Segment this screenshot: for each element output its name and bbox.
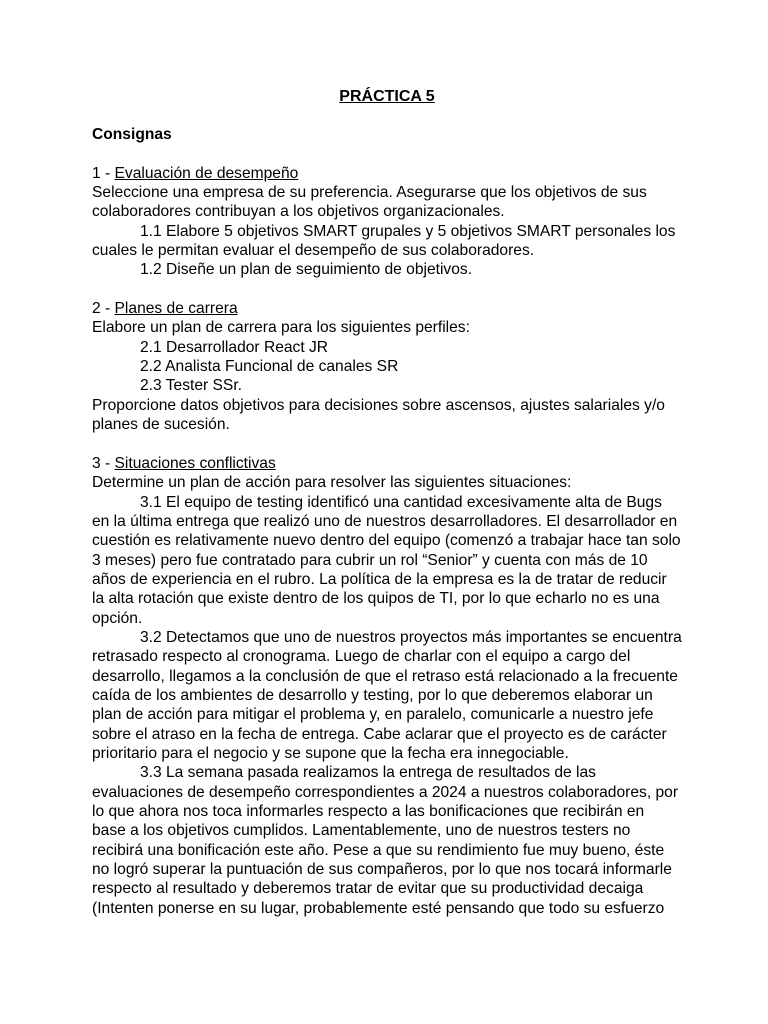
section-3-item-2: 3.2 Detectamos que uno de nuestros proyectos más importantes se encuentra retrasado respecto al cronograma. Luego de charlar con el equipo a cargo del desarrollo, llegamos a la conclusión de que el retraso está relacionado a la frecuente caída de los ambientes de desarrollo y testing, por lo que deberemos elaborar un plan de acción para mitigar el problema y, en paralelo, comunicarle a nuestro jefe sobre el atraso en la fecha de entrega. Cabe aclarar que el proyecto es de carácter prioritario para el negocio y se supone que la fecha era innegociable. bbox=[92, 628, 682, 762]
section-3-title: Situaciones conflictivas bbox=[114, 454, 276, 472]
section-2-title: Planes de carrera bbox=[114, 300, 238, 318]
section-1-intro: Seleccione una empresa de su preferencia. Asegurarse que los objetivos de sus colaboradores contribuyan a los objetivos organizacionales. bbox=[92, 184, 647, 221]
section-1-heading bbox=[92, 164, 682, 183]
section-2-intro: Elabore un plan de carrera para los siguientes perfiles: bbox=[92, 319, 470, 337]
section-2-item-1: 2.1 Desarrollador React JR bbox=[140, 338, 329, 356]
page-title: PRÁCTICA 5 bbox=[339, 88, 435, 105]
section-2-heading bbox=[92, 299, 682, 318]
section-1-number: 1 - bbox=[92, 164, 115, 182]
section-3-intro: Determine un plan de acción para resolver las siguientes situaciones: bbox=[92, 474, 572, 492]
section-1-item-2: 1.2 Diseñe un plan de seguimiento de objetivos. bbox=[140, 261, 473, 279]
section-3-item-3: 3.3 La semana pasada realizamos la entrega de resultados de las evaluaciones de desempeño correspondientes a 2024 a nuestros colaboradores, por lo que ahora nos toca informarles respecto a las bonificaciones que recibirán en base a los objetivos cumplidos. Lamentablemente, uno de nuestros testers no recibirá una bonificación este año. Pese a que su rendimiento fue muy bueno, éste no logró superar la puntuación de sus compañeros, por lo que nos tocará informarle respecto al resultado y deberemos tratar de evitar que su productividad decaiga (Intenten ponerse en su lugar, probablemente esté pensando que todo su esfuerzo bbox=[92, 764, 679, 917]
section-1-item-1: 1.1 Elabore 5 objetivos SMART grupales y 5 objetivos SMART personales los cuales le permitan evaluar el desempeño de sus colaboradores. bbox=[92, 222, 676, 260]
section-2-outro: Proporcione datos objetivos para decisiones sobre ascensos, ajustes salariales y/o planes de sucesión. bbox=[92, 396, 665, 434]
section-1-title: Evaluación de desempeño bbox=[114, 164, 299, 182]
section-2-item-2: 2.2 Analista Funcional de canales SR bbox=[140, 358, 399, 376]
section-2-number: 2 - bbox=[92, 300, 115, 318]
section-3-heading bbox=[92, 454, 682, 473]
section-3-number: 3 - bbox=[92, 454, 115, 472]
section-3-item-1: 3.1 El equipo de testing identificó una cantidad excesivamente alta de Bugs en la última entrega que realizó uno de nuestros desarrolladores. El desarrollador en cuestión es relativamente nuevo dentro del equipo (comenzó a trabajar hace tan solo 3 meses) pero fue contratado para cubrir un rol “Senior” y cuenta con más de 10 años de experiencia en el rubro. La política de la empresa es la de tratar de reducir la alta rotación que existe dentro de los quipos de TI, por lo que echarlo no es una opción. bbox=[92, 493, 681, 627]
section-heading: Consignas bbox=[92, 126, 172, 143]
document-body bbox=[92, 87, 682, 918]
section-2-item-3: 2.3 Tester SSr. bbox=[140, 377, 242, 395]
